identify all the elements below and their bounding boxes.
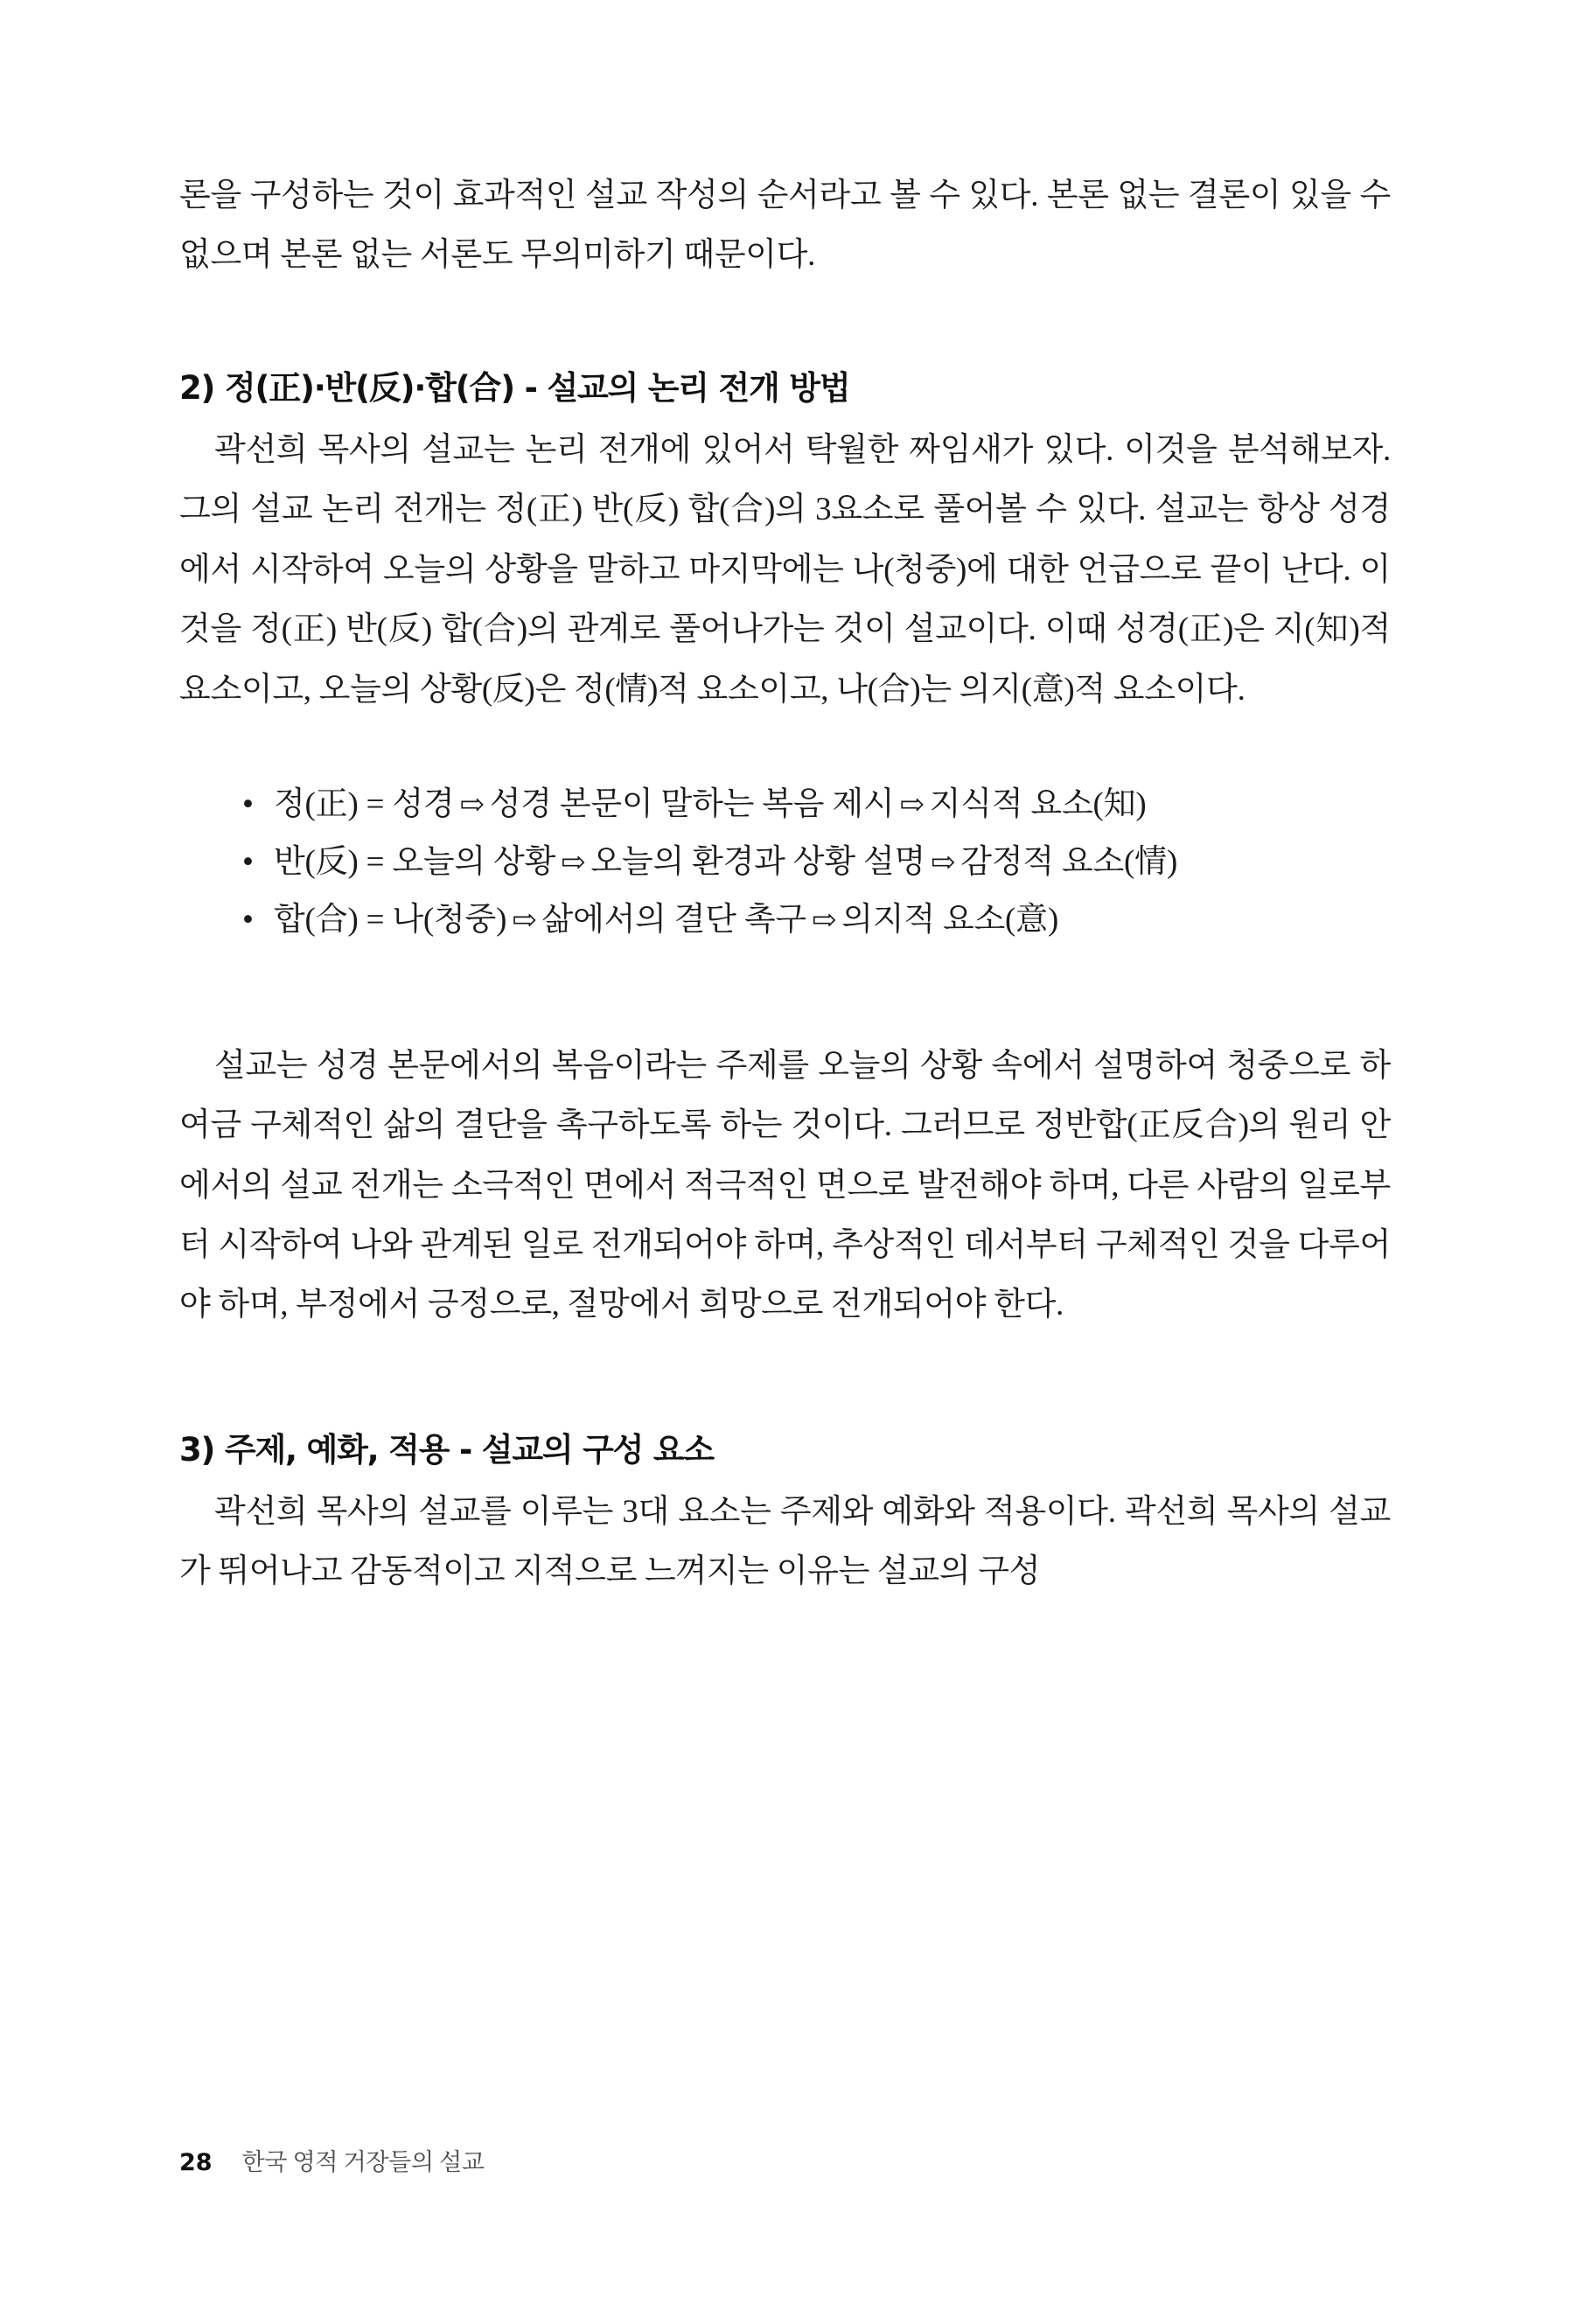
list-item-part-2: 성경 본문이 말하는 복음 제시 [489, 786, 895, 823]
page-number: 28 [179, 2149, 213, 2176]
list-item [179, 776, 1391, 834]
arrow-right-icon: ⇨ [811, 904, 837, 937]
section-heading-2: 2) 정(正)·반(反)·합(合) - 설교의 논리 전개 방법 [179, 368, 850, 407]
list-item-part-1: 정(正) = 성경 [274, 786, 455, 823]
section-2-paragraph: 곽선희 목사의 설교는 논리 전개에 있어서 탁월한 짜임새가 있다. 이것을 분석해보자. 그의 설교 논리 전개는 정(正) 반(反) 합(合)의 3요소로 풀어볼 수 있다. 설교는 항상 성경에서 시작하여 오늘의 상황을 말하고 마지막에는 나(청중)에 대한 언급으로 끝이 난다. 이것을 정(正) 반(反) 합(合)의 관계로 풀어나가는 것이 설교이다. 이때 성경(正)은 지(知)적 요소이고, 오늘의 상황(反)은 정(情)적 요소이고, 나(合)는 의지(意)적 요소이다. [179, 431, 1391, 708]
list-item [179, 834, 1391, 891]
list-item-part-3: 의지적 요소(意) [841, 901, 1059, 938]
spacer [179, 720, 1391, 776]
arrow-right-icon: ⇨ [899, 789, 925, 822]
three-elements-list [179, 776, 1391, 949]
bullet-icon: • [242, 843, 254, 880]
arrow-right-icon: ⇨ [512, 904, 537, 937]
spacer [179, 286, 1391, 361]
section-heading-3: 3) 주제, 예화, 적용 - 설교의 구성 요소 [179, 1430, 714, 1469]
book-title: 한국 영적 거장들의 설교 [241, 2149, 485, 2175]
arrow-right-icon: ⇨ [931, 846, 956, 879]
page-footer [179, 2143, 485, 2177]
spacer [179, 1336, 1391, 1423]
arrow-right-icon: ⇨ [459, 789, 485, 822]
paragraph-continued: 론을 구성하는 것이 효과적인 설교 작성의 순서라고 볼 수 있다. 본론 없는 결론이 있을 수 없으며 본론 없는 서론도 무의미하기 때문이다. [179, 178, 1391, 274]
list-item-part-3: 감정적 요소(情) [960, 843, 1178, 880]
list-item-part-3: 지식적 요소(知) [929, 786, 1147, 823]
list-item-part-1: 합(合) = 나(청중) [274, 901, 507, 938]
section-3-paragraph: 곽선희 목사의 설교를 이루는 3대 요소는 주제와 예화와 적용이다. 곽선희 목사의 설교가 뛰어나고 감동적이고 지적으로 느껴지는 이유는 설교의 구성 [179, 1493, 1391, 1590]
bullet-icon: • [242, 901, 254, 938]
bullet-icon: • [242, 786, 254, 823]
list-item [179, 891, 1391, 949]
list-item-part-1: 반(反) = 오늘의 상황 [274, 843, 556, 880]
arrow-right-icon: ⇨ [561, 846, 586, 879]
list-item-part-2: 오늘의 환경과 상황 설명 [590, 843, 925, 880]
section-2-paragraph-after: 설교는 성경 본문에서의 복음이라는 주제를 오늘의 상황 속에서 설명하여 청중으로 하여금 구체적인 삶의 결단을 촉구하도록 하는 것이다. 그러므로 정반합(正反合)의 원리 안에서의 설교 전개는 소극적인 면에서 적극적인 면으로 발전해야 하며, 다른 사람의 일로부터 시작하여 나와 관계된 일로 전개되어야 하며, 추상적인 데서부터 구체적인 것을 다루어야 하며, 부정에서 긍정으로, 절망에서 희망으로 전개되어야 한다. [179, 1047, 1391, 1323]
spacer [179, 949, 1391, 1036]
list-item-part-2: 삶에서의 결단 촉구 [541, 901, 806, 938]
